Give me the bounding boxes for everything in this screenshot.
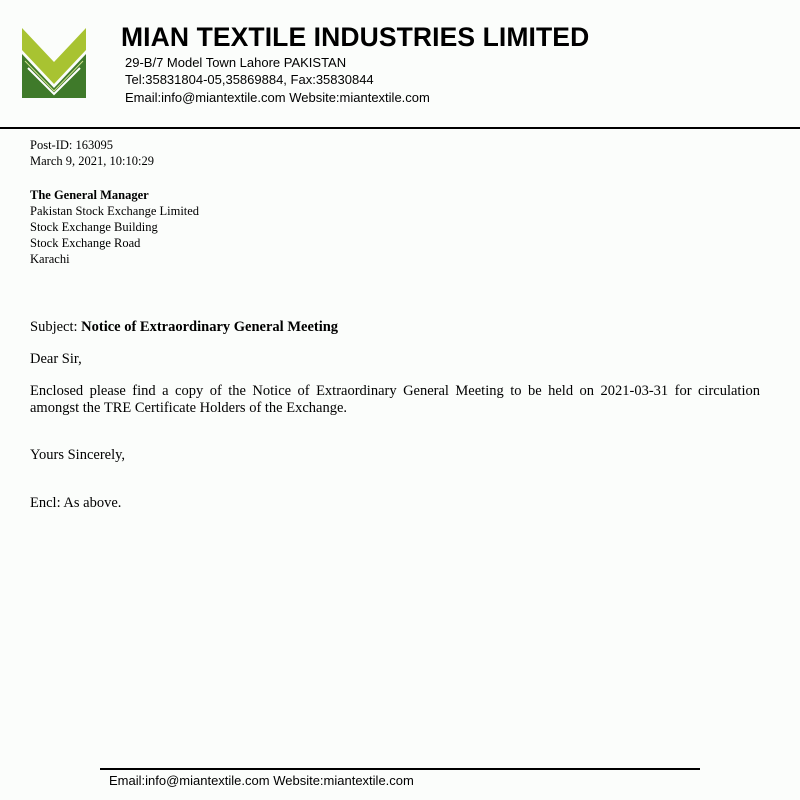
recipient-building: Stock Exchange Building <box>30 220 158 234</box>
recipient-street: Stock Exchange Road <box>30 236 141 250</box>
post-id: Post-ID: 163095 <box>30 138 113 152</box>
subject-text: Notice of Extraordinary General Meeting <box>81 319 339 335</box>
letter-body: Enclosed please find a copy of the Notice of Extraordinary General Meeting to be held on 2021-03-31 for circulation amongst the TRE Certificate Holders of the Exchange. <box>30 383 760 416</box>
company-name: MIAN TEXTILE INDUSTRIES LIMITED <box>121 22 590 52</box>
header-divider <box>0 127 800 129</box>
company-email-website: Email:info@miantextile.com Website:miantextile.com <box>125 90 430 105</box>
closing: Yours Sincerely, <box>30 447 126 463</box>
salutation: Dear Sir, <box>30 351 82 367</box>
enclosure-note: Encl: As above. <box>30 495 122 511</box>
letter-date: March 9, 2021, 10:10:29 <box>30 154 154 168</box>
footer-divider <box>100 768 700 770</box>
subject-label: Subject: <box>30 319 78 335</box>
company-logo-icon <box>22 28 86 98</box>
subject-line <box>30 319 338 336</box>
recipient-organization: Pakistan Stock Exchange Limited <box>30 204 200 218</box>
footer-email-website: Email:info@miantextile.com Website:miantextile.com <box>109 773 414 788</box>
recipient-title: The General Manager <box>30 188 149 202</box>
company-phone-fax: Tel:35831804-05,35869884, Fax:35830844 <box>125 72 374 87</box>
company-address: 29-B/7 Model Town Lahore PAKISTAN <box>125 55 347 70</box>
recipient-city: Karachi <box>30 252 70 266</box>
